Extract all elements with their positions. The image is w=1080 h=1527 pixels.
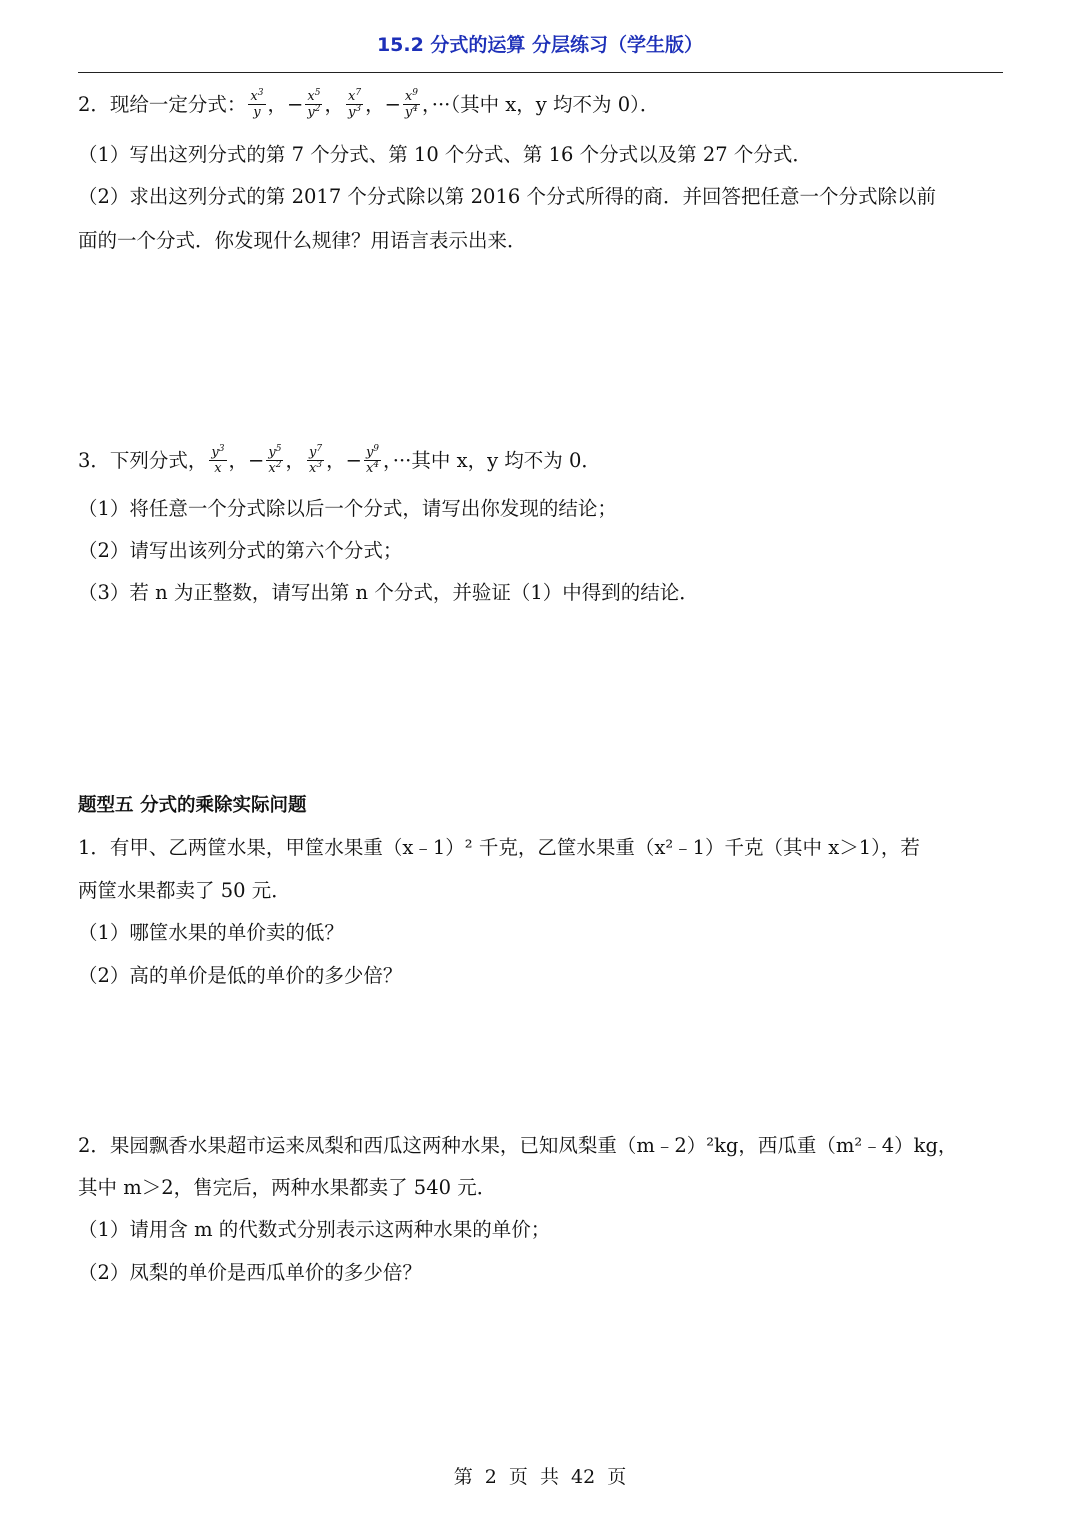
fraction-6: $\frac{y^5}{x^2}$ <box>268 444 282 476</box>
p2-sub2: （2）凤梨的单价是西瓜单价的多少倍？ <box>78 1261 422 1284</box>
page-header: 15.2 分式的运算 分层练习（学生版） <box>376 34 704 56</box>
q2-sub2a: （2）求出这列分式的第 2017 个分式除以第 2016 个分式所得的商．并回答把任意一个分式除以前 <box>78 185 936 208</box>
q2-stem: 2．现给一定分式： $\frac{x^3}{y}$ ， − $\frac{x^5}{y^2}$ ， $\frac{x^7}{y^3}$ ， − $\frac{x^9}{y^4}$ ，···（其中 x，y 均不为 0）． <box>78 88 660 120</box>
fraction-2: $\frac{x^5}{y^2}$ <box>307 88 321 120</box>
q3-lead: 3．下列分式， <box>78 448 208 472</box>
fraction-5: $\frac{y^3}{x}$ <box>211 444 225 476</box>
q3-sub1: （1）将任意一个分式除以后一个分式，请写出你发现的结论； <box>78 497 617 520</box>
fraction-3: $\frac{x^7}{y^3}$ <box>347 88 362 120</box>
p1-sub2: （2）高的单价是低的单价的多少倍？ <box>78 964 403 987</box>
q2-lead: 2．现给一定分式： <box>78 92 247 116</box>
page-footer: 第 2 页 共 42 页 <box>453 1466 627 1488</box>
q3-sub3: （3）若 n 为正整数，请写出第 n 个分式，并验证（1）中得到的结论． <box>78 581 699 604</box>
p2-line2: 其中 m＞2，售完后，两种水果都卖了 540 元． <box>78 1176 497 1199</box>
q2-sub2b: 面的一个分式．你发现什么规律？用语言表示出来． <box>78 229 527 252</box>
fraction-4: $\frac{x^9}{y^4}$ <box>404 88 419 120</box>
p1-line1: 1．有甲、乙两筐水果，甲筐水果重（x﹣1）² 千克，乙筐水果重（x²﹣1）千克（其中 x＞1），若 <box>78 836 920 859</box>
q2-sub1: （1）写出这列分式的第 7 个分式、第 10 个分式、第 16 个分式以及第 27 个分式． <box>78 143 812 166</box>
header-rule <box>78 72 1003 73</box>
fraction-1: $\frac{x^3}{y}$ <box>250 88 264 120</box>
section-title: 题型五 分式的乘除实际问题 <box>78 795 307 816</box>
p1-line2: 两筐水果都卖了 50 元． <box>78 879 291 902</box>
p1-sub1: （1）哪筐水果的单价卖的低？ <box>78 921 344 944</box>
q3-sub2: （2）请写出该列分式的第六个分式； <box>78 539 403 562</box>
p2-line1: 2．果园飘香水果超市运来凤梨和西瓜这两种水果，已知凤梨重（m﹣2）²kg，西瓜重（m²﹣4）kg， <box>78 1134 958 1157</box>
fraction-7: $\frac{y^7}{x^3}$ <box>308 444 323 476</box>
fraction-8: $\frac{y^9}{x^4}$ <box>365 444 380 476</box>
q2-tail: ，···（其中 x，y 均不为 0）． <box>422 92 660 116</box>
p2-sub1: （1）请用含 m 的代数式分别表示这两种水果的单价； <box>78 1218 551 1241</box>
q3-stem: 3．下列分式， $\frac{y^3}{x}$ ， − $\frac{y^5}{x^2}$ ， $\frac{y^7}{x^3}$ ， − $\frac{y^9}{x^4}$ ，···其中 x，y 均不为 0． <box>78 444 601 476</box>
q3-tail: ，···其中 x，y 均不为 0． <box>383 448 601 472</box>
